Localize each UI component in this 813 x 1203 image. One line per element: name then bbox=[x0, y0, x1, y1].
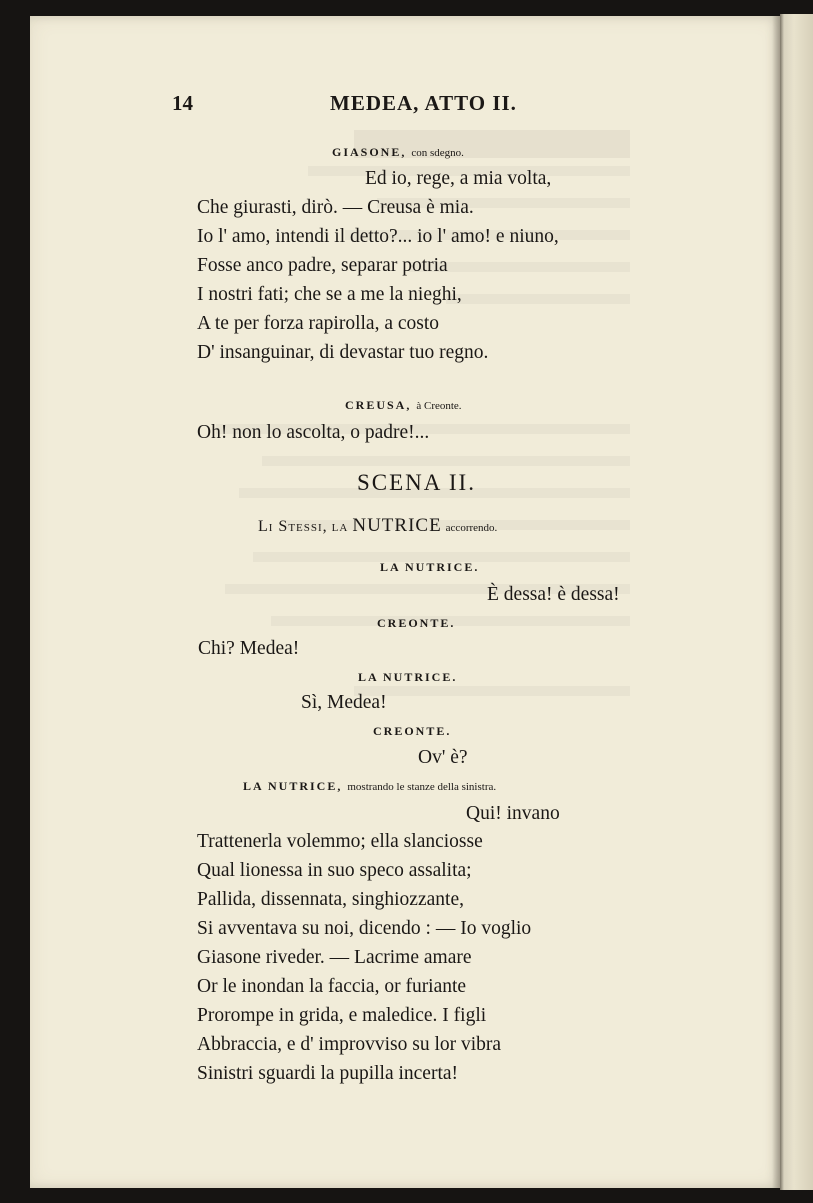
verse-line: Fosse anco padre, separar potria bbox=[197, 255, 448, 276]
verse-line: Or le inondan la faccia, or furiante bbox=[197, 976, 467, 997]
speaker-name: CREONTE. bbox=[373, 724, 452, 738]
verse-line: Qui! invano bbox=[466, 803, 560, 824]
verse-line: Qual lionessa in suo speco assalita; bbox=[197, 860, 472, 881]
verse-line: È dessa! è dessa! bbox=[487, 584, 620, 605]
stage-direction: accorrendo. bbox=[445, 522, 498, 534]
cast-article: la bbox=[331, 518, 349, 535]
verse-line: Ed io, rege, a mia volta, bbox=[365, 168, 552, 189]
speaker-name: CREUSA, bbox=[345, 398, 412, 412]
cast-name: Li Stessi, bbox=[258, 518, 328, 535]
speaker-label bbox=[345, 398, 462, 413]
speaker-label bbox=[332, 145, 464, 160]
verse-line: Abbraccia, e d' improvviso su lor vibra bbox=[197, 1034, 502, 1055]
verse-line: Giasone riveder. — Lacrime amare bbox=[197, 947, 472, 968]
running-title: MEDEA, ATTO II. bbox=[330, 91, 517, 115]
facing-page-edge bbox=[780, 14, 813, 1190]
verse-line: Pallida, dissennata, singhiozzante, bbox=[197, 889, 464, 910]
speaker-name: LA NUTRICE. bbox=[380, 560, 480, 574]
speaker-name: CREONTE. bbox=[377, 616, 456, 630]
stage-direction: à Creonte. bbox=[416, 400, 462, 412]
verse-line: Trattenerla volemmo; ella slanciosse bbox=[197, 831, 483, 852]
cast-name: NUTRICE bbox=[352, 515, 442, 536]
verse-line: Chi? Medea! bbox=[198, 638, 300, 659]
scene-heading: SCENA II. bbox=[357, 470, 476, 495]
verse-line: Ov' è? bbox=[418, 747, 468, 768]
scene-cast bbox=[258, 515, 497, 537]
speaker-name: LA NUTRICE. bbox=[358, 670, 458, 684]
verse-line: Prorompe in grida, e maledice. I figli bbox=[197, 1005, 487, 1026]
verse-line: I nostri fati; che se a me la nieghi, bbox=[197, 284, 462, 305]
verse-line: Io l' amo, intendi il detto?... io l' amo! e niuno, bbox=[197, 226, 559, 247]
verse-line: Sì, Medea! bbox=[301, 692, 387, 713]
verse-line: Che giurasti, dirò. — Creusa è mia. bbox=[197, 197, 474, 218]
verse-line: Si avventava su noi, dicendo : — Io voglio bbox=[197, 918, 532, 939]
verse-line: D' insanguinar, di devastar tuo regno. bbox=[197, 342, 489, 363]
verse-line: Sinistri sguardi la pupilla incerta! bbox=[197, 1063, 459, 1084]
verse-line: Oh! non lo ascolta, o padre!... bbox=[197, 422, 430, 443]
stage-direction: mostrando le stanze della sinistra. bbox=[347, 781, 497, 793]
page-number: 14 bbox=[172, 91, 193, 115]
speaker-label bbox=[243, 779, 496, 794]
verse-line: A te per forza rapirolla, a costo bbox=[197, 313, 440, 334]
stage-direction: con sdegno. bbox=[411, 147, 464, 159]
speaker-name: LA NUTRICE, bbox=[243, 779, 343, 793]
speaker-name: GIASONE, bbox=[332, 145, 407, 159]
